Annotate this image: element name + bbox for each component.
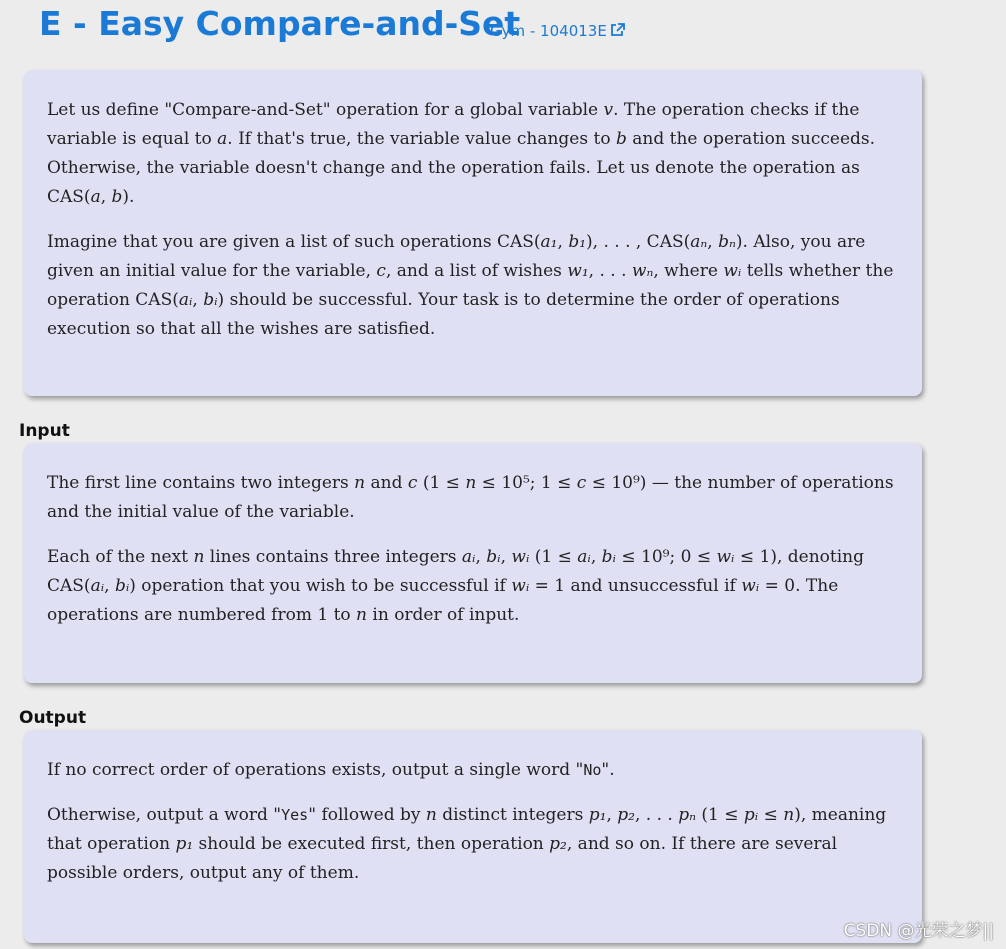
text-segment: , and so on. If there are several possible orders, output any of them. — [47, 834, 838, 883]
text-segment: If no correct order of operations exists, output a single word " — [47, 760, 584, 780]
code-segment: Yes — [281, 806, 309, 824]
text-segment: . The operations are numbered from 1 to — [47, 576, 839, 625]
text-segment: distinct integers — [436, 805, 589, 825]
external-link-icon — [610, 23, 625, 37]
text-segment: , meaning that operation — [47, 805, 887, 854]
text-segment: should be successful. Your task is to determine the order of operations execution so that all the wishes are satisfied. — [47, 290, 840, 339]
text-segment: tells whether the operation — [47, 261, 894, 310]
problem-title: E - Easy Compare-and-Set — [39, 4, 521, 43]
math-segment: c — [376, 261, 386, 281]
math-segment: CAS( — [47, 576, 91, 596]
code-segment: No — [583, 761, 602, 779]
math-segment: CAS( — [47, 187, 91, 207]
statement-card — [24, 70, 922, 396]
math-segment: ) — [217, 290, 225, 310]
math-segment: ≤ 10⁹) — [586, 473, 647, 493]
math-segment: ) — [122, 187, 130, 207]
text-segment: and — [365, 473, 408, 493]
math-segment: p₁ — [588, 805, 607, 825]
math-segment: , — [104, 576, 115, 596]
math-segment: b — [111, 187, 123, 207]
math-segment: c — [407, 473, 418, 493]
text-segment: and unsuccessful if — [565, 576, 742, 596]
text-segment: — the number of operations and the initial value of the variable. — [47, 473, 894, 522]
math-segment: bₙ — [718, 232, 736, 252]
output-card — [24, 730, 922, 943]
math-segment: ) — [794, 805, 801, 825]
math-segment: b₁ — [568, 232, 587, 252]
math-segment: w₁ — [567, 261, 589, 281]
math-segment: aᵢ — [178, 290, 193, 310]
math-segment: bᵢ — [601, 547, 616, 567]
text-segment: Each of the next — [47, 547, 194, 567]
input-card — [24, 443, 922, 683]
math-segment: aᵢ — [90, 576, 105, 596]
text-segment: Let us define "Compare-and-Set" operation for a global variable — [47, 100, 604, 120]
paragraph — [47, 543, 900, 630]
math-segment: a — [90, 187, 101, 207]
text-segment: operation that you wish to be successful if — [135, 576, 512, 596]
text-segment: ". — [601, 760, 615, 780]
paragraph — [47, 96, 900, 212]
text-segment: Imagine that you are given a list of such operations — [47, 232, 497, 252]
watermark: CSDN @光荣之梦|| — [843, 921, 994, 941]
input-heading: Input — [19, 421, 70, 441]
math-segment: , — [475, 547, 487, 567]
math-segment: v — [603, 100, 614, 120]
paragraph — [47, 469, 900, 527]
math-segment: wᵢ — [723, 261, 742, 281]
math-segment: , . . . — [588, 261, 632, 281]
text-segment: , denoting — [776, 547, 865, 567]
math-segment: ≤ 10⁹; 0 ≤ — [615, 547, 717, 567]
text-segment: should be executed first, then operation — [193, 834, 550, 854]
math-segment: wᵢ — [511, 547, 530, 567]
math-segment: c — [576, 473, 587, 493]
math-segment: ≤ — [758, 805, 784, 825]
math-segment: ), . . . , CAS( — [586, 232, 691, 252]
text-segment: , where — [653, 261, 724, 281]
math-segment: aₙ — [690, 232, 708, 252]
math-segment: = 1 — [529, 576, 566, 596]
math-segment: n — [425, 805, 437, 825]
math-segment: bᵢ — [486, 547, 501, 567]
math-segment: n — [465, 473, 477, 493]
text-segment: , and a list of wishes — [385, 261, 568, 281]
output-text — [47, 756, 900, 888]
math-segment: , . . . — [634, 805, 679, 825]
text-segment: The first line contains two integers — [47, 473, 355, 493]
math-segment: bᵢ — [114, 576, 130, 596]
math-segment: , — [707, 232, 719, 252]
text-segment: in order of input. — [367, 605, 520, 625]
math-segment: , — [606, 805, 618, 825]
text-segment: . Also, you are given an initial value for the variable, — [47, 232, 866, 281]
source-link[interactable] — [490, 22, 625, 40]
math-segment: ) — [735, 232, 743, 252]
input-text — [47, 469, 900, 630]
math-segment: wᵢ — [716, 547, 735, 567]
math-segment: n — [783, 805, 795, 825]
math-segment: (1 ≤ — [417, 473, 466, 493]
math-segment: , — [590, 547, 602, 567]
text-segment: " followed by — [308, 805, 426, 825]
text-segment: lines contains three integers — [204, 547, 462, 567]
output-heading: Output — [19, 708, 87, 728]
statement-text — [47, 96, 900, 344]
math-segment: wᵢ — [511, 576, 530, 596]
math-segment: p₁ — [175, 834, 194, 854]
text-segment: . The operation checks if the variable is equal to — [47, 100, 860, 149]
math-segment: wₙ — [631, 261, 654, 281]
math-segment: b — [615, 129, 627, 149]
math-segment: ≤ 10⁵; 1 ≤ — [476, 473, 577, 493]
paragraph — [47, 228, 900, 344]
paragraph — [47, 756, 900, 785]
text-segment: . — [129, 187, 135, 207]
math-segment: CAS( — [135, 290, 179, 310]
math-segment: , — [192, 290, 204, 310]
math-segment: wᵢ — [741, 576, 760, 596]
math-segment: , — [557, 232, 569, 252]
text-segment: Otherwise, output a word " — [47, 805, 282, 825]
math-segment: (1 ≤ — [695, 805, 744, 825]
math-segment: n — [356, 605, 367, 625]
paragraph — [47, 801, 900, 888]
source-link-label: Gym - 104013E — [490, 22, 607, 40]
math-segment: pₙ — [678, 805, 696, 825]
math-segment: aᵢ — [461, 547, 476, 567]
math-segment: p₂ — [549, 834, 567, 854]
text-segment: and the operation succeeds. Otherwise, the variable doesn't change and the operation fails. Let us denote the operation as — [47, 129, 876, 178]
math-segment: ) — [129, 576, 136, 596]
math-segment: CAS( — [496, 232, 541, 252]
math-segment: n — [193, 547, 205, 567]
math-segment: a — [217, 129, 228, 149]
math-segment: ≤ 1) — [734, 547, 777, 567]
math-segment: bᵢ — [203, 290, 218, 310]
math-segment: , — [500, 547, 512, 567]
math-segment: = 0 — [759, 576, 796, 596]
math-segment: pᵢ — [743, 805, 759, 825]
math-segment: n — [354, 473, 366, 493]
math-segment: , — [100, 187, 112, 207]
math-segment: a₁ — [540, 232, 558, 252]
text-segment: . If that's true, the variable value changes to — [227, 129, 616, 149]
math-segment: p₂ — [617, 805, 635, 825]
math-segment: (1 ≤ — [529, 547, 578, 567]
math-segment: aᵢ — [577, 547, 591, 567]
